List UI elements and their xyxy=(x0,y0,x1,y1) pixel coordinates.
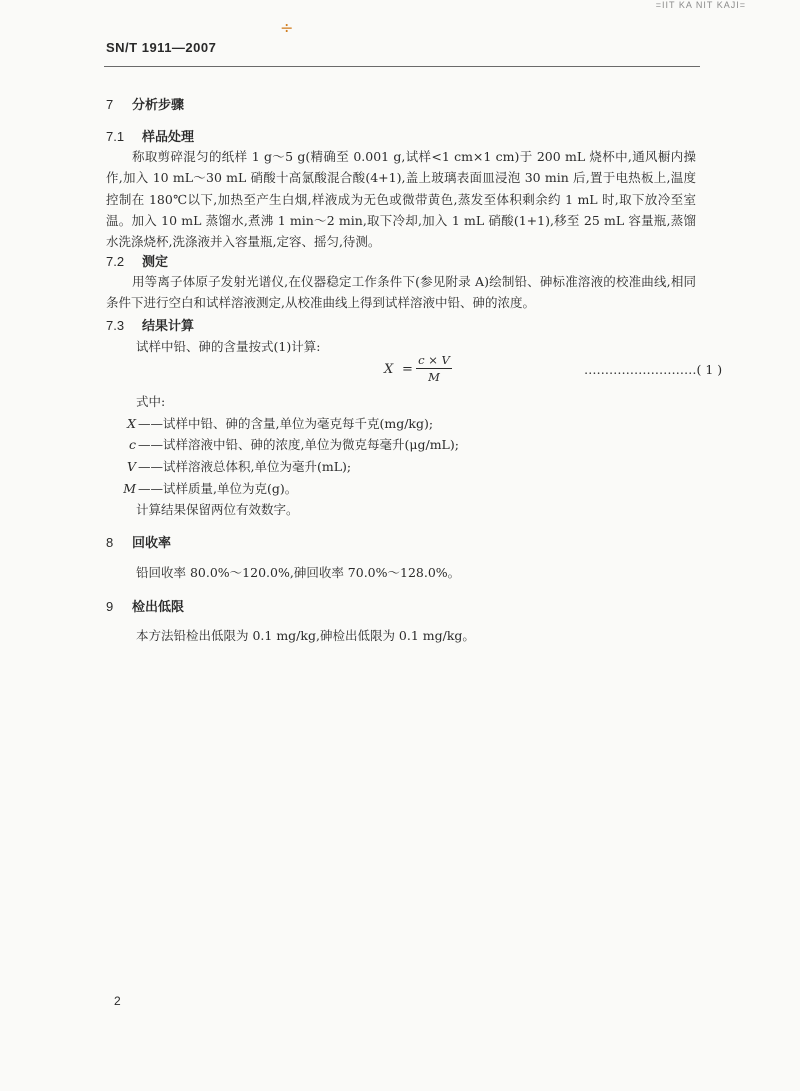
subsection-title: 测定 xyxy=(142,255,169,270)
subsection-7-3-heading xyxy=(106,315,194,334)
formula-numerator: c × V xyxy=(418,353,450,367)
section-9-heading xyxy=(106,596,184,615)
subsection-title: 样品处理 xyxy=(142,130,195,145)
formula-fraction xyxy=(416,353,452,384)
subsection-number: 7.2 xyxy=(106,254,125,269)
calc-intro: 试样中铅、砷的含量按式(1)计算: xyxy=(136,339,321,354)
formula-eq-number: ( 1 ) xyxy=(696,362,723,377)
top-ribbon-text: =IIT KA NIT KAJI= xyxy=(655,0,746,10)
section-title: 检出低限 xyxy=(132,600,185,615)
subsection-number: 7.1 xyxy=(106,129,125,144)
subsection-7-2-heading xyxy=(106,251,168,270)
definition-symbol: c xyxy=(128,437,136,452)
formula-equals: = xyxy=(402,362,413,377)
section-8-heading xyxy=(106,532,171,551)
formula-leader-dots: ……………………… xyxy=(584,362,697,377)
where-label: 式中: xyxy=(136,394,166,409)
definition-row xyxy=(112,414,433,432)
recovery-text: 铅回收率 80.0%～120.0%,砷回收率 70.0%～128.0%。 xyxy=(136,565,461,580)
definition-row xyxy=(112,479,297,497)
standard-code: SN/T 1911—2007 xyxy=(106,40,217,55)
definition-text: ——试样质量,单位为克(g)。 xyxy=(138,481,298,496)
top-division-mark: ÷ xyxy=(280,18,294,37)
definition-text: ——试样中铅、砷的含量,单位为毫克每千克(mg/kg); xyxy=(138,416,434,431)
calc-note: 计算结果保留两位有效数字。 xyxy=(136,502,299,517)
page-number: 2 xyxy=(114,994,121,1008)
section-title: 回收率 xyxy=(132,536,172,551)
definition-text: ——试样溶液总体积,单位为毫升(mL); xyxy=(138,459,352,474)
subsection-7-1-heading xyxy=(106,126,194,145)
definition-row xyxy=(112,435,459,453)
subsection-title: 结果计算 xyxy=(142,319,195,334)
definition-text: ——试样溶液中铅、砷的浓度,单位为微克每毫升(μg/mL); xyxy=(138,437,459,452)
formula-denominator: M xyxy=(428,370,440,384)
definition-row xyxy=(112,457,351,475)
sample-treatment-paragraph: 称取剪碎混匀的纸样 1 g～5 g(精确至 0.001 g,试样<1 cm×1 cm)于 200 mL 烧杯中,通风橱内操作,加入 10 mL～30 mL 硝酸十高氯酸混合酸(4+1),盖上玻璃表面皿浸泡 30 min 后,置于电热板上,温度控制在 180℃以下,加热至产生白烟,样液成为无色或微带黄色,蒸发至体积剩余约 1 mL 时,取下放冷至室温。加入 10 mL 蒸馏水,煮沸 1 min～2 min,取下冷却,加入 1 mL 硝酸(1+1),移至 25 mL 容量瓶,蒸馏水洗涤烧杯,洗涤液并入容量瓶,定容、摇匀,待测。 xyxy=(106,149,696,250)
determination-paragraph: 用等离子体原子发射光谱仪,在仪器稳定工作条件下(参见附录 A)绘制铅、砷标准溶液的校准曲线,相同条件下进行空白和试样溶液测定,从校准曲线上得到试样溶液中铅、砷的浓度。 xyxy=(106,274,696,311)
section-number: 8 xyxy=(106,535,114,550)
section-number: 7 xyxy=(106,97,114,112)
header-rule xyxy=(104,66,700,67)
detection-limit-text: 本方法铅检出低限为 0.1 mg/kg,砷检出低限为 0.1 mg/kg。 xyxy=(136,628,475,643)
definition-symbol: M xyxy=(123,481,136,496)
section-7-heading xyxy=(106,94,184,113)
subsection-number: 7.3 xyxy=(106,318,125,333)
fraction-bar xyxy=(416,368,452,369)
section-number: 9 xyxy=(106,599,114,614)
formula-number xyxy=(584,362,722,377)
section-title: 分析步骤 xyxy=(132,98,185,113)
formula-lhs: X xyxy=(384,362,394,377)
definition-symbol: V xyxy=(126,459,136,474)
definition-symbol: X xyxy=(127,416,136,431)
